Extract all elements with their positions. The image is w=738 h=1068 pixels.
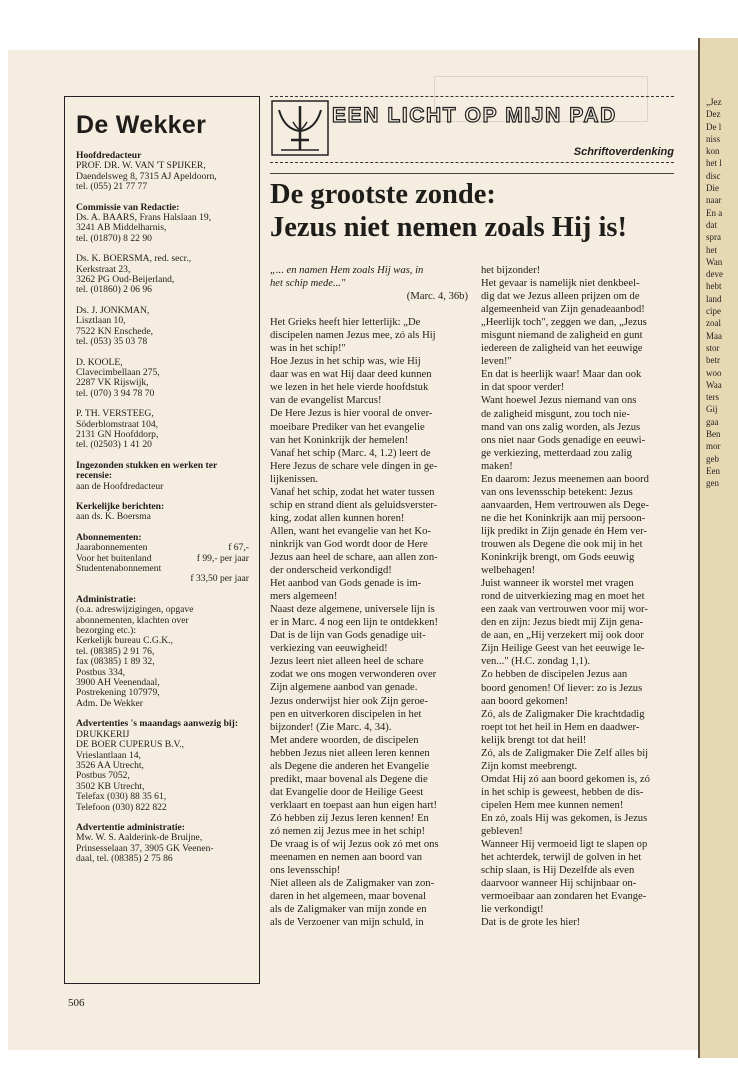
colophon-blocks-2 [76, 595, 249, 865]
text-line: zodat we ons mogen verwonderen over [270, 669, 437, 681]
next-page-text-fragment: zoal [706, 318, 721, 329]
block-line: (o.a. adreswijzigingen, opgave [76, 604, 194, 616]
text-line: ven..." (H.C. zondag 1,1). [481, 656, 591, 668]
block-line: Kerkstraat 23, [76, 263, 131, 275]
text-line: als de Zaligmaker van mijn zonde en [270, 904, 427, 916]
headline-line-1: De grootste zonde: [270, 179, 496, 210]
next-page-text-fragment: geb [706, 453, 719, 464]
block-heading: Administratie: [76, 593, 137, 605]
text-line: En zó, zoals Hij was gekomen, is Jezus [481, 812, 648, 824]
header-thin-rule [270, 173, 674, 174]
colophon-block [76, 502, 249, 523]
text-line: ne die het Koninkrijk aan mij persoon- [481, 512, 646, 524]
price-label: Studentenabonnement [76, 563, 162, 574]
article-headline [270, 178, 674, 244]
colophon-block [76, 719, 249, 813]
block-line: bezorging etc.): [76, 625, 137, 637]
block-line: 3262 PG Oud-Beijerland, [76, 274, 175, 286]
next-page-text-fragment: cipe [706, 306, 721, 317]
block-line: 2131 GN Hoofddorp, [76, 428, 159, 440]
colophon-block [76, 461, 249, 492]
text-line: meenamen en nemen aan boord van [270, 852, 423, 864]
text-line: Zijn algemene aanbod van genade. [270, 682, 418, 694]
text-line: Zó hebben zij Jezus leren kennen! En [270, 812, 429, 824]
text-line: mers algemeen! [270, 591, 338, 603]
motto-reference: (Marc. 4, 36b) [406, 291, 468, 303]
price-value: f 67,- [228, 542, 249, 554]
text-line: een zaak van vertrouwen voor mij wor- [481, 604, 648, 616]
next-page-text-fragment: mor [706, 441, 721, 452]
next-page-text-fragment: Maa [706, 330, 722, 341]
block-heading: Advertenties 's maandags aanwezig bij: [76, 718, 239, 730]
text-line: mand van ons zalig worden, als Jezus [481, 421, 641, 433]
block-line: Ds. A. BAARS, Frans Halslaan 19, [76, 212, 212, 224]
block-line: 2287 VK Rijswijk, [76, 377, 149, 389]
block-line: D. KOOLE, [76, 356, 123, 368]
next-page-text-fragment: En a [706, 207, 723, 218]
next-page-text-fragment: deve [706, 269, 723, 280]
text-line: Jezus onderwijst hier ook Zijn geroe- [270, 695, 428, 707]
text-line: gebleven! [481, 826, 523, 838]
next-page-text-fragment: Een [706, 465, 720, 476]
next-page-text-fragment: Die [706, 183, 719, 194]
text-line: ons levensschip! [270, 865, 341, 877]
block-line: PROF. DR. W. VAN 'T SPIJKER, [76, 160, 206, 172]
block-line: tel. (053) 35 03 78 [76, 336, 148, 348]
text-line: het bijzonder! [481, 265, 541, 276]
next-page-edge [698, 38, 738, 1058]
price-value: f 99,- per jaar [196, 552, 249, 564]
article-column-1 [270, 264, 468, 929]
block-line: Postbus 7052, [76, 770, 130, 782]
section-subtitle: Schriftoverdenking [573, 146, 674, 158]
text-line: moeibare Prediker van het evangelie [270, 421, 425, 433]
text-line: Zo hebben de discipelen Jezus aan [481, 669, 628, 681]
text-line: Omdat Hij zó aan boord gekomen is, zó [481, 773, 650, 785]
text-line: cipelen Hem mee kunnen nemen! [481, 799, 624, 811]
text-line: we lezen in het hele vierde hoofdstuk [270, 382, 429, 394]
column-1-text [270, 316, 468, 929]
colophon-block [76, 358, 249, 400]
block-line: fax (08385) 1 89 32, [76, 656, 155, 668]
colophon-blocks [76, 151, 249, 523]
block-line: Mw. W. S. Aalderink-de Bruijne, [76, 832, 203, 844]
colophon-block [76, 595, 249, 709]
text-line: verkiezing van eeuwigheid! [270, 643, 388, 655]
text-line: van de evangelist Marcus! [270, 395, 382, 407]
text-line: En daarom: Jezus meenemen aan boord [481, 473, 649, 485]
block-line: Adm. De Wekker [76, 697, 143, 709]
next-page-text-fragment: betr [706, 355, 720, 366]
block-line: 3502 KB Utrecht, [76, 780, 145, 792]
section-title: EEN LICHT OP MIJN PAD [332, 104, 617, 127]
next-page-text-fragment: woo [706, 367, 722, 378]
text-line: Vanaf het schip (Marc. 4, 1.2) leert de [270, 447, 431, 459]
page-number: 506 [68, 997, 85, 1009]
next-page-text-fragment: ters [706, 392, 719, 403]
text-line: Hoe Jezus in het schip was, wie Hij [270, 356, 421, 368]
next-page-text-fragment: stor [706, 342, 720, 353]
text-line: lijkenissen. [270, 473, 318, 485]
lamp-cross-logo [271, 100, 329, 156]
text-line: zó nemen zij Jezus mee in het schip! [270, 825, 426, 837]
text-line: rond de uitverkiezing mag en moet het [481, 591, 645, 603]
text-line: Vanaf het schip, zodat het water tussen [270, 486, 435, 498]
text-line: Jezus aan heel de schare, aan allen zon- [270, 551, 438, 563]
text-line: boord genomen! Of liever: zo is Jezus [481, 682, 643, 694]
subscription-prices [76, 543, 249, 585]
block-line: DRUKKERIJ [76, 728, 130, 740]
text-line: algemeenheid van Zijn genadeaanbod! [481, 304, 645, 316]
next-page-text-fragment: disc [706, 170, 721, 181]
text-line: De Here Jezus is hier vooral de onver- [270, 408, 433, 420]
text-line: er in Marc. 4 nog een lijn te ontdekken! [270, 617, 438, 629]
block-line: Kerkelijk bureau C.G.K., [76, 635, 173, 647]
colophon-block [76, 409, 249, 451]
colophon-block [76, 151, 249, 193]
text-line: predikt, maar bovenal als Degene die [270, 773, 428, 785]
block-line: tel. (070) 3 94 78 70 [76, 387, 155, 399]
text-line: De vraag is of wij Jezus ook zó met ons [270, 839, 439, 851]
text-line: roept tot het heil in Hem en daadwer- [481, 721, 640, 733]
block-line: 3900 AH Veenendaal, [76, 677, 160, 689]
text-line: kelijk brengt tot dat heil! [481, 734, 587, 746]
text-line: ons niet naar Gods genadige en eeuwi- [481, 434, 646, 446]
block-line: abonnementen, klachten over [76, 614, 189, 626]
header-top-rule [270, 96, 674, 97]
block-line: Ds. J. JONKMAN, [76, 304, 150, 316]
price-label: Jaarabonnementen [76, 542, 148, 554]
next-page-text-fragment: spra [706, 232, 721, 243]
text-line: welbehagen! [481, 565, 536, 577]
text-line: Het gevaar is namelijk niet denkbeel- [481, 278, 640, 290]
block-heading: Kerkelijke berichten: [76, 500, 165, 512]
text-line: king, zodat allen kunnen horen! [270, 512, 405, 524]
text-line: als de Verzoener van mijn schuld, in [270, 917, 424, 929]
text-line: was in het schip!" [270, 343, 346, 355]
next-page-text-fragment: Ben [706, 429, 721, 440]
next-page-text-fragment: het [706, 244, 717, 255]
block-line: Postbus 334, [76, 666, 126, 678]
text-line: Koninkrijk brengt, om Gods eeuwig [481, 552, 635, 564]
text-line: dat Evangelie door de Heilige Geest [270, 786, 424, 798]
colophon-box [64, 96, 260, 984]
block-line: aan ds. K. Boersma [76, 511, 151, 523]
text-line: het achterdek, terwijl de golven in het [481, 852, 642, 864]
next-page-text-fragment: Waa [706, 379, 722, 390]
text-line: bijzonder! (Zie Marc. 4, 34). [270, 721, 392, 733]
price-label: Voor het buitenland [76, 552, 152, 564]
block-line: Telefax (030) 88 35 61, [76, 791, 167, 803]
block-line: 3526 AA Utrecht, [76, 759, 144, 771]
next-page-text-fragment: kon [706, 146, 720, 157]
text-line: misgunt niemand de zaligheid en gunt [481, 330, 643, 342]
headline-line-2: Jezus niet nemen zoals Hij is! [270, 212, 628, 243]
text-line: maken! [481, 460, 513, 472]
text-line: Allen, want het evangelie van het Ko- [270, 525, 431, 537]
text-line: den en zijn: Jezus biedt mij Zijn gena- [481, 617, 644, 629]
next-page-text-fragment: Wan [706, 256, 723, 267]
text-line: hebben Jezus niet alleen leren kennen [270, 747, 430, 759]
text-line: ninkrijk van God wordt door de Here [270, 538, 428, 550]
text-line: Dat is de lijn van Gods genadige uit- [270, 630, 426, 642]
next-page-text-fragment: „Jez [706, 97, 722, 107]
header-bottom-rule [270, 162, 674, 163]
next-page-text-fragment: niss [706, 133, 721, 144]
text-line: de aan, en „Hij verzekert mij ook door [481, 630, 644, 642]
text-line: Zó, als de Zaligmaker Die Zelf alles bij [481, 747, 649, 759]
block-line: P. TH. VERSTEEG, [76, 408, 154, 420]
text-line: pen en uitverkoren discipelen in het [270, 708, 422, 720]
block-line: tel. (02503) 1 41 20 [76, 439, 152, 451]
text-line: Het Grieks heeft hier letterlijk: „De [270, 317, 421, 329]
text-line: Het aanbod van Gods genade is im- [270, 578, 422, 590]
next-page-text-fragment: gaa [706, 416, 719, 427]
next-page-text-fragment: gen [706, 478, 719, 489]
block-line: Telefoon (030) 822 822 [76, 801, 167, 813]
text-line: En dat is heerlijk waar! Maar dan ook [481, 369, 642, 381]
article-column-2 [481, 264, 675, 929]
text-line: ge verkiezing, metterdaad zou zalig [481, 447, 632, 459]
colophon-block [76, 306, 249, 348]
text-line: Juist wanneer ik worstel met vragen [481, 578, 634, 590]
text-line: trouwen als Degene die ook mij in het [481, 538, 643, 550]
text-line: in het schip is geweest, hebben de dis- [481, 786, 644, 798]
next-page-text-fragment: Gij [706, 404, 718, 415]
next-page-text-fragment: hebt [706, 281, 722, 292]
block-heading: Hoofdredacteur [76, 150, 142, 161]
motto-line-1: „... en namen Hem zoals Hij was, in [270, 265, 424, 276]
price-row [76, 574, 249, 584]
block-line: Ds. K. BOERSMA, red. secr., [76, 253, 192, 265]
text-line: Wanneer Hij vermoeid ligt te slapen op [481, 839, 648, 851]
text-line: aanvaarden, Hem vertrouwen als Dege- [481, 499, 649, 511]
block-heading: Ingezonden stukken en werken ter recensie: [76, 459, 218, 482]
text-line: daar was en wat Hij daar deed kunnen [270, 369, 432, 381]
text-line: discipelen namen Jezus mee, zó als Hij [270, 330, 436, 342]
text-line: schip slaan, is Hij Dezelfde als even [481, 865, 635, 877]
text-line: in dat spoor verder! [481, 382, 565, 394]
next-page-text-fragment: dat [706, 219, 717, 230]
text-line: Jezus leert niet alleen heel de schare [270, 656, 424, 668]
text-line: als Degene die anderen het Evangelie [270, 760, 430, 772]
text-line: verklaart en toepast aan hun eigen hart! [270, 799, 438, 811]
next-page-text-fragment: naar [706, 195, 722, 206]
colophon-block [76, 823, 249, 865]
text-line: dig dat we Jezus alleen prijzen om de [481, 291, 640, 303]
text-line: Dat is de grote les hier! [481, 917, 581, 929]
text-line: lijk predikt in Zijn genade én Hem ver- [481, 525, 647, 537]
block-line: 3241 AB Middelharnis, [76, 222, 167, 234]
block-heading: Advertentie administratie: [76, 821, 185, 833]
subscriptions [76, 533, 249, 585]
text-line: lie verkondigt! [481, 904, 544, 916]
block-line: Lisztlaan 10, [76, 315, 126, 327]
next-page-text-fragment: Dez [706, 109, 721, 120]
block-line: Prinsesselaan 37, 3905 GK Veenen- [76, 842, 214, 854]
block-line: daal, tel. (08385) 2 75 86 [76, 853, 173, 865]
block-line: Clavecimbellaan 275, [76, 366, 160, 378]
block-line: tel. (01860) 2 06 96 [76, 284, 152, 296]
text-line: Zijn Heilige Geest van het eeuwige le- [481, 643, 645, 655]
block-line: tel. (055) 21 77 77 [76, 181, 148, 193]
colophon-block [76, 203, 249, 245]
text-line: Zó, als de Zaligmaker Die krachtdadig [481, 708, 645, 720]
text-line: der onderscheid verkondigd! [270, 565, 392, 577]
text-line: daren in het algemeen, maar bovenal [270, 891, 426, 903]
next-page-fragments [700, 38, 738, 490]
text-line: „Heerlijk toch", zeggen we dan, „Jezus [481, 317, 647, 329]
text-line: Niet alleen als de Zaligmaker van zon- [270, 878, 435, 890]
block-heading: Commissie van Redactie: [76, 201, 180, 213]
next-page-text-fragment: De l [706, 121, 722, 132]
motto-line-2: het schip mede..." [270, 278, 346, 290]
text-line: daarvoor wanneer Hij schijnbaar on- [481, 878, 637, 890]
text-line: van ons levensschip betekent: Jezus [481, 486, 633, 498]
text-line: van het Koninkrijk der hemelen! [270, 434, 409, 446]
block-line: Postrekening 107979, [76, 687, 160, 699]
subscriptions-heading: Abonnementen: [76, 531, 142, 543]
block-line: 7522 KN Enschede, [76, 325, 153, 337]
text-line: Zijn komst meebrengt. [481, 760, 578, 772]
text-line: iedereen de zaligheid van het eeuwige [481, 343, 643, 355]
block-line: Söderblomstraat 104, [76, 418, 159, 430]
text-line: vermoeibaar aan zondaren het Evange- [481, 891, 647, 903]
next-page-text-fragment: het l [706, 158, 722, 169]
text-line: aan boord gekomen! [481, 695, 569, 707]
block-line: DE BOER CUPERUS B.V., [76, 739, 185, 751]
block-line: tel. (01870) 8 22 90 [76, 232, 152, 244]
text-line: Naast deze algemene, universele lijn is [270, 604, 435, 616]
text-line: de zaligheid misgunt, zou toch nie- [481, 408, 630, 420]
text-line: Met andere woorden, de discipelen [270, 734, 419, 746]
next-page-text-fragment: land [706, 293, 722, 304]
text-line: schip en strand dient als geluidsverster- [270, 499, 438, 511]
block-line: Daendelsweg 8, 7315 AJ Apeldoorn, [76, 170, 217, 182]
colophon-block [76, 254, 249, 296]
masthead-title: De Wekker [76, 111, 207, 139]
block-line: aan de Hoofdredacteur [76, 480, 164, 492]
text-line: Here Jezus de schare vele dingen in ge- [270, 460, 438, 472]
block-line: Vrieslantlaan 14, [76, 749, 141, 761]
block-line: tel. (08385) 2 91 76, [76, 645, 155, 657]
column-2-text [481, 264, 675, 929]
text-line: leven!" [481, 356, 512, 368]
text-line: Want hoewel Jezus niemand van ons [481, 395, 637, 407]
price-value: f 33,50 per jaar [190, 573, 249, 585]
